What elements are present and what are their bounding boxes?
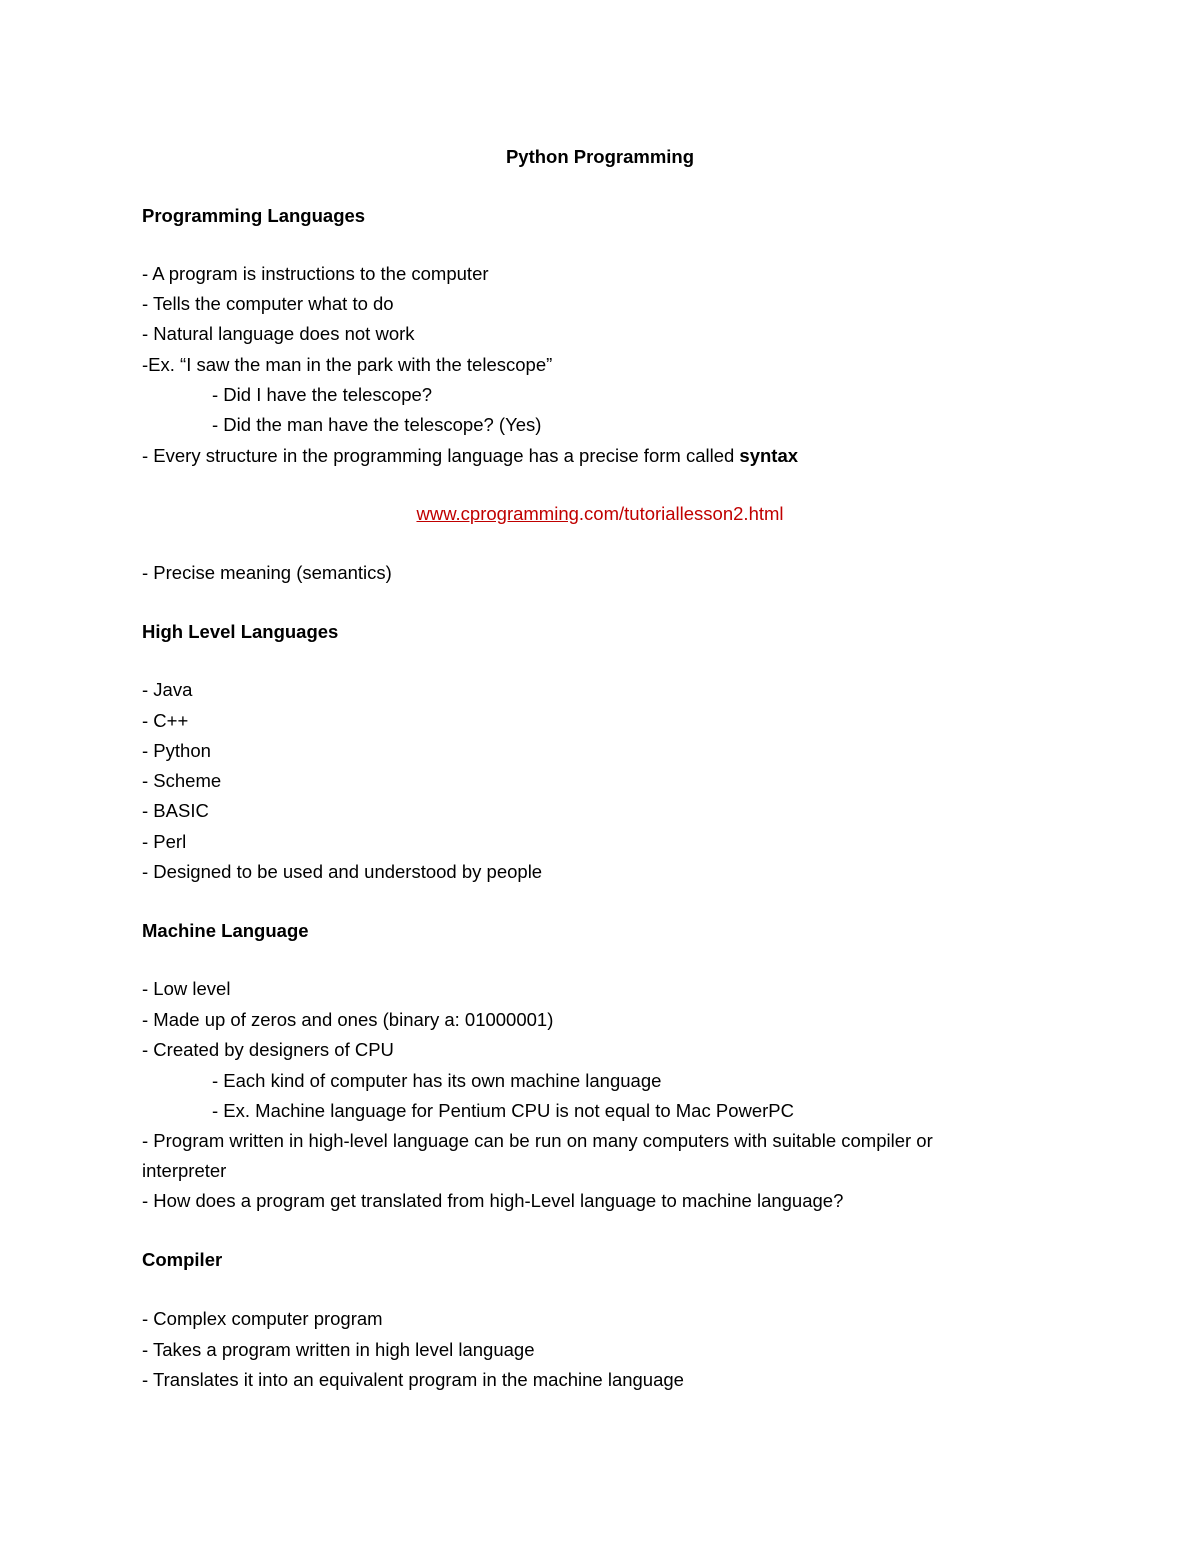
list-item: - C++ [142,710,189,731]
list-item: - Natural language does not work [142,323,415,344]
list-item: - Perl [142,831,187,852]
list-item-indented: - Each kind of computer has its own machine language [212,1070,662,1091]
link-path[interactable]: .com/tutoriallesson2.html [578,503,784,524]
list-item: - A program is instructions to the computer [142,263,489,284]
list-item: - Low level [142,978,231,999]
reference-link[interactable] [0,503,1200,525]
syntax-sentence: - Every structure in the programming language has a precise form called [142,445,740,466]
link-domain[interactable]: www.cprogramming [416,503,579,524]
list-item: - Scheme [142,770,222,791]
list-item: - Created by designers of CPU [142,1039,394,1060]
list-item: - BASIC [142,800,209,821]
list-item-indented: - Did the man have the telescope? (Yes) [212,414,542,435]
section-heading-programming-languages: Programming Languages [142,205,366,226]
syntax-term: syntax [739,445,799,466]
list-item: - Tells the computer what to do [142,293,394,314]
section-heading-compiler: Compiler [142,1249,223,1270]
list-item: - Program written in high-level language can be run on many computers with suitable compiler or [142,1130,933,1151]
list-item: - How does a program get translated from high-Level language to machine language? [142,1190,844,1211]
list-item: -Ex. “I saw the man in the park with the telescope” [142,354,553,375]
list-item: - Designed to be used and understood by people [142,861,543,882]
list-item: - Precise meaning (semantics) [142,562,392,583]
list-item: - Python [142,740,211,761]
document-title: Python Programming [505,146,695,167]
section-heading-machine-language: Machine Language [142,920,309,941]
list-item-syntax [142,445,798,467]
list-item: - Translates it into an equivalent program in the machine language [142,1369,684,1390]
section-heading-high-level-languages: High Level Languages [142,621,339,642]
list-item: - Takes a program written in high level language [142,1339,535,1360]
list-item-continuation: interpreter [142,1160,227,1181]
list-item-indented: - Did I have the telescope? [212,384,433,405]
list-item: - Java [142,679,193,700]
list-item-indented: - Ex. Machine language for Pentium CPU is not equal to Mac PowerPC [212,1100,795,1121]
list-item: - Complex computer program [142,1308,383,1329]
list-item: - Made up of zeros and ones (binary a: 01000001) [142,1009,554,1030]
